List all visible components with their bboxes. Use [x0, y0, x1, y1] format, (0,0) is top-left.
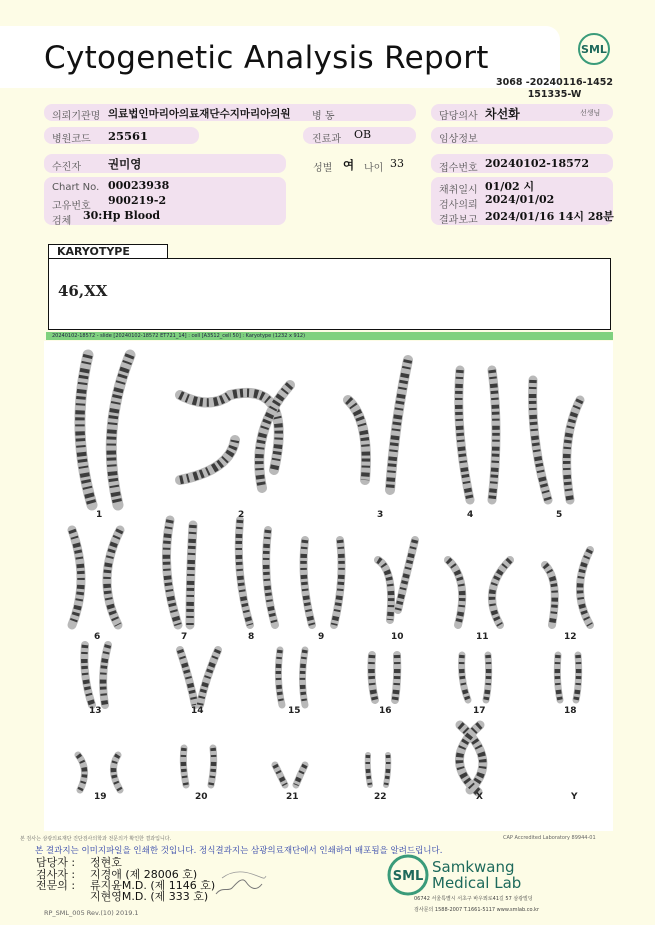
- footnote: 본 검사는 삼광의료재단 진단검사의학과 전문의가 확인한 결과입니다.: [20, 836, 172, 842]
- chromosome-10a: [378, 560, 391, 620]
- chromosome-9b: [334, 540, 342, 625]
- chromosome-label-18: 18: [564, 706, 577, 716]
- company-line2: Medical Lab: [432, 874, 522, 892]
- institution-label: 의뢰기관명: [52, 111, 101, 122]
- sex-label: 성별: [313, 163, 333, 174]
- chromosome-20b: [211, 748, 214, 785]
- karyogram-image: [44, 341, 613, 831]
- staff-role-2: 검사자 :: [36, 868, 76, 881]
- chromosome-label-6: 6: [94, 632, 101, 642]
- doctor-value: 차선화: [485, 107, 520, 121]
- karyotype-value: 46,XX: [58, 282, 108, 300]
- chromosome-14a: [180, 650, 195, 705]
- cap-note: CAP Accredited Laboratory 89944-01: [503, 835, 596, 841]
- chromosome-label-1: 1: [96, 510, 103, 520]
- result-value: 2024/01/16 14시 28분: [485, 210, 614, 223]
- chromosome-label-20: 20: [195, 792, 208, 802]
- karyogram-svg: [44, 341, 613, 831]
- karyotype-label: KARYOTYPE: [48, 244, 168, 258]
- chromosome-18a: [557, 655, 560, 700]
- collect-value: 01/02 시: [485, 180, 535, 193]
- specimen-label: 검체: [52, 216, 72, 227]
- sml-footer-logo-icon: [386, 853, 430, 897]
- chromosome-6a: [72, 530, 81, 625]
- sex-value: 여: [343, 158, 355, 172]
- chromosome-label-16: 16: [379, 706, 392, 716]
- karyotype-box: [48, 258, 611, 330]
- image-caption-bar: 20240102-18572 - slide [20240102-18572 ET721_14] : cell [A3512_cell 50] : Karyotype (1232 x 912): [46, 332, 613, 340]
- signature-icon: [212, 866, 270, 902]
- chromosome-16a: [371, 655, 375, 700]
- examinee-label: 수진자: [52, 162, 81, 173]
- chromosome-11b: [492, 560, 510, 625]
- chromosome-label-13: 13: [89, 706, 102, 716]
- chromosome-label-4: 4: [467, 510, 474, 520]
- institution-value: 의료법인마리아의료재단수지마리아의원: [108, 108, 291, 120]
- chromosome-20a: [183, 748, 186, 785]
- company-name: [432, 859, 521, 891]
- chromosome-2a2: [180, 440, 235, 480]
- staff-name-1: 정현호: [90, 856, 122, 869]
- hospital-code-label: 병원코드: [52, 134, 91, 145]
- chromosome-label-7: 7: [181, 632, 188, 642]
- ward-label: 병 동: [312, 111, 335, 122]
- chromosome-label-10: 10: [391, 632, 404, 642]
- chromosome-9a: [304, 540, 312, 625]
- id-value: 900219-2: [108, 194, 167, 207]
- receipt-label: 접수번호: [439, 163, 478, 174]
- clinical-label: 임상정보: [439, 134, 478, 145]
- report-title: Cytogenetic Analysis Report: [44, 40, 489, 76]
- chromosome-label-X: X: [476, 792, 483, 802]
- chromosome-18b: [576, 655, 579, 700]
- staff-role-3: 전문의 :: [36, 879, 76, 892]
- chromosome-label-11: 11: [476, 632, 489, 642]
- chromosome-7b: [190, 525, 193, 625]
- chromosome-13a: [84, 645, 92, 705]
- age-value: 33: [390, 157, 404, 170]
- dept-label: 진료과: [312, 134, 341, 145]
- chromosome-22b: [386, 755, 388, 785]
- result-label: 결과보고: [439, 215, 478, 226]
- svg-text:SML: SML: [581, 43, 607, 56]
- examinee-value: 권미영: [108, 157, 142, 171]
- chromosome-15b: [303, 650, 306, 705]
- sml-logo-icon: [575, 33, 613, 65]
- chromosome-6b: [107, 530, 120, 625]
- chromosome-label-9: 9: [318, 632, 325, 642]
- doctor-label: 담당의사: [439, 111, 478, 122]
- chromosome-4a: [459, 370, 470, 500]
- chromosome-19a: [78, 755, 85, 790]
- collect-label: 채취일시: [439, 185, 478, 196]
- chromosome-14b: [200, 650, 218, 705]
- chromosome-label-14: 14: [191, 706, 204, 716]
- staff-name-2: 지경애 (제 28006 호): [90, 868, 198, 881]
- chromosome-3b: [390, 360, 408, 490]
- chart-value: 00023938: [108, 179, 170, 192]
- chromosome-5a: [533, 380, 548, 500]
- chromosome-16b: [395, 655, 397, 700]
- chromosome-19b: [113, 755, 120, 790]
- report-number: [496, 77, 613, 101]
- chromosome-4b: [492, 370, 496, 500]
- chromosome-1a: [80, 355, 92, 505]
- company-contact: 검사문의 1588-2007 T.1661-5117 www.smlab.co.kr: [414, 907, 539, 913]
- chromosome-12a: [545, 565, 555, 625]
- chromosome-12b: [580, 550, 590, 625]
- chromosome-8a: [239, 520, 250, 625]
- receipt-value: 20240102-18572: [485, 157, 590, 170]
- id-label: 고유번호: [52, 201, 91, 212]
- chromosome-21a: [275, 765, 285, 785]
- chromosome-label-17: 17: [473, 706, 486, 716]
- chromosome-10b: [398, 540, 415, 610]
- request-value: 2024/01/02: [485, 193, 555, 206]
- chromosome-label-2: 2: [238, 510, 245, 520]
- chromosome-label-3: 3: [377, 510, 384, 520]
- report-number-line2: 151335-W: [527, 89, 582, 100]
- chromosome-8b: [266, 530, 275, 625]
- age-label: 나이: [364, 163, 384, 174]
- chromosome-22a: [368, 755, 370, 785]
- chromosome-label-8: 8: [248, 632, 255, 642]
- chromosome-label-5: 5: [556, 510, 563, 520]
- chromosome-21b: [296, 765, 305, 785]
- chromosome-13b: [103, 645, 108, 705]
- chromosome-7a: [166, 520, 178, 625]
- staff-name-3: 류지윤M.D. (제 1146 호): [90, 879, 216, 892]
- chromosome-17b: [486, 655, 489, 700]
- chromosome-label-22: 22: [374, 792, 387, 802]
- chromosome-1b: [111, 355, 130, 505]
- company-line1: Samkwang: [432, 858, 515, 876]
- dept-value: OB: [354, 128, 372, 141]
- report-number-line1: 3068 -20240116-1452: [496, 77, 613, 88]
- chromosome-label-Y: Y: [571, 792, 578, 802]
- form-number: RP_SML_005 Rev.(10) 2019.1: [44, 909, 139, 917]
- staff-role-1: 담당자 :: [36, 856, 76, 869]
- chart-label: Chart No.: [52, 182, 100, 193]
- hospital-code-value: 25561: [108, 129, 149, 143]
- specimen-value: 30:Hp Blood: [83, 209, 161, 222]
- chromosome-label-21: 21: [286, 792, 299, 802]
- chromosome-label-15: 15: [288, 706, 301, 716]
- chromosome-3a: [348, 400, 366, 480]
- chromosome-11a: [448, 560, 462, 625]
- company-address: 06742 서울특별시 서초구 바우뫼로41길 57 삼광빌딩: [414, 896, 533, 902]
- chromosome-label-19: 19: [94, 792, 107, 802]
- chromosome-label-12: 12: [564, 632, 577, 642]
- doctor-suffix: 선생님: [580, 109, 601, 117]
- chromosome-5b: [567, 400, 580, 500]
- svg-text:SML: SML: [392, 869, 424, 884]
- chromosome-15a: [278, 650, 282, 705]
- chromosome-17a: [462, 655, 468, 700]
- request-label: 검사의뢰: [439, 200, 478, 211]
- staff-name-4: 지현영M.D. (제 333 호): [90, 890, 209, 903]
- print-notice: 본 결과지는 이미지파일을 인쇄한 것입니다. 정식결과지는 삼광의료재단에서 인쇄하여 배포됨을 알려드립니다.: [35, 846, 443, 856]
